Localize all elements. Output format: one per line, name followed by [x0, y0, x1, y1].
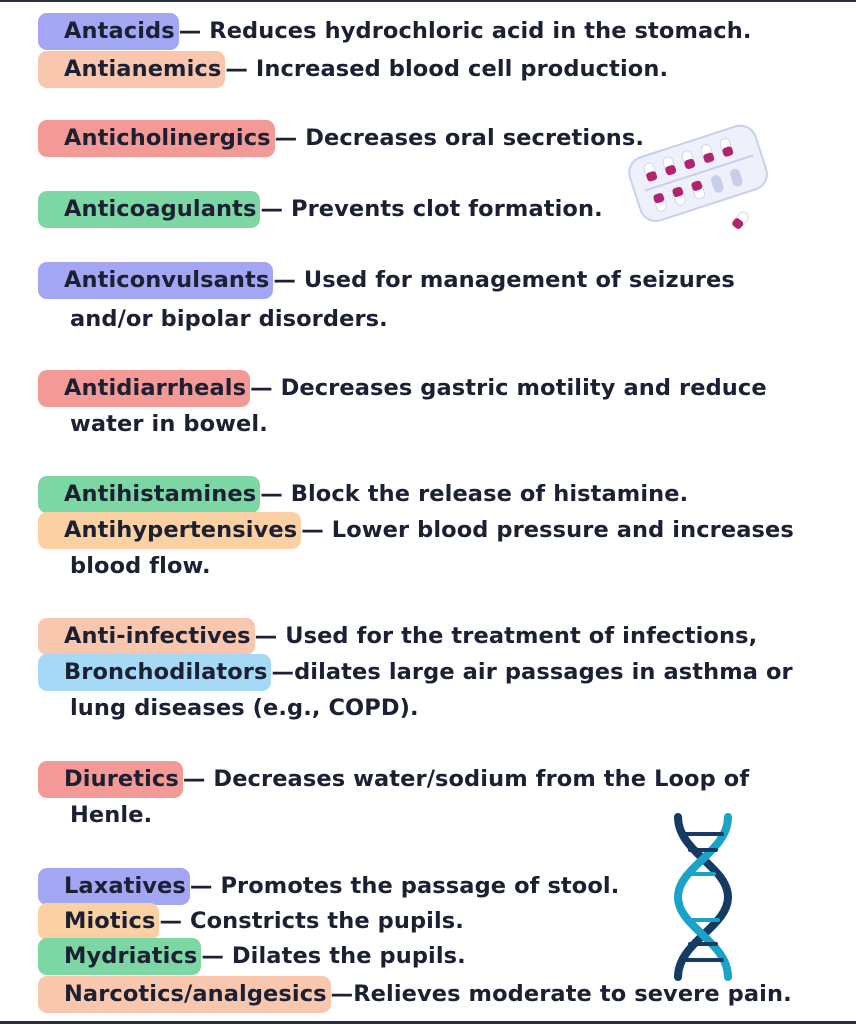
term-description: Block the release of histamine. [290, 481, 689, 507]
entry-diuretics [42, 761, 806, 798]
term-description-continued: lung diseases (e.g., COPD). [70, 695, 419, 721]
dash: — [274, 125, 298, 151]
entry-anticonvulsants [42, 262, 806, 299]
entry-antihistamines [42, 476, 806, 513]
term-description: Relieves moderate to severe pain. [353, 981, 792, 1007]
term-label: Antidiarrheals [38, 370, 250, 407]
entry-bronchodilators [42, 654, 806, 691]
term-description-continued: blood flow. [70, 553, 211, 579]
term-description-continued: and/or bipolar disorders. [70, 306, 388, 332]
term-description: dilates large air passages in asthma or [294, 659, 793, 685]
term-label: Antihistamines [38, 476, 260, 513]
dash: — [273, 267, 296, 293]
term-description: Dilates the pupils. [231, 943, 466, 969]
term-label: Narcotics/analgesics [38, 976, 331, 1013]
term-label: Antianemics [38, 51, 225, 88]
entry-antianemics [42, 51, 806, 88]
term-label: Antihypertensives [38, 512, 301, 549]
term-label: Diuretics [38, 761, 183, 798]
term-label: Anticholinergics [38, 120, 275, 157]
entry-bronchodilators-continued [42, 690, 806, 727]
dash: — [189, 873, 213, 899]
dash: — [178, 18, 202, 44]
dash: — [254, 623, 278, 649]
dash: — [260, 481, 283, 507]
dash: — [201, 943, 224, 969]
term-description: Increased blood cell production. [255, 56, 669, 82]
term-description-continued: water in bowel. [70, 411, 268, 437]
term-description: Decreases gastric motility and reduce [280, 375, 767, 401]
term-description: Prevents clot formation. [291, 196, 603, 222]
dash: — [182, 766, 206, 792]
pill-blister-pack-icon [624, 118, 774, 238]
entry-antihypertensives [42, 512, 806, 549]
term-label: Anticonvulsants [38, 262, 273, 299]
entry-antihypertensives-continued [42, 548, 806, 585]
term-description: Constricts the pupils. [190, 908, 464, 934]
term-description: Reduces hydrochloric acid in the stomach. [209, 18, 752, 44]
term-label: Antacids [38, 13, 179, 50]
term-description: Decreases water/sodium from the Loop of [213, 766, 750, 792]
term-label: Mydriatics [38, 938, 201, 975]
top-divider [0, 0, 856, 2]
dash: — [250, 375, 273, 401]
term-description-continued: Henle. [70, 802, 153, 828]
dash: — [271, 659, 295, 685]
term-label: Anti-infectives [38, 618, 255, 655]
dash: — [225, 56, 248, 82]
term-label: Bronchodilators [38, 654, 271, 691]
dash: — [301, 517, 324, 543]
term-description: Promotes the passage of stool. [220, 873, 620, 899]
entry-antacids [42, 13, 806, 50]
entry-antidiarrheals-continued [42, 406, 806, 443]
term-description: Lower blood pressure and increases [331, 517, 794, 543]
term-description: Used for management of seizures [303, 267, 735, 293]
dash: — [330, 981, 354, 1007]
entry-anti-infectives [42, 618, 806, 655]
dna-helix-icon [668, 812, 738, 982]
entry-anticonvulsants-continued [42, 301, 806, 338]
term-label: Laxatives [38, 868, 190, 905]
term-description: Used for the treatment of infections, [285, 623, 758, 649]
term-label: Anticoagulants [38, 191, 260, 228]
dash: — [159, 908, 183, 934]
entry-antidiarrheals [42, 370, 806, 407]
term-label: Miotics [38, 903, 159, 940]
term-description: Decreases oral secretions. [305, 125, 645, 151]
dash: — [260, 196, 284, 222]
